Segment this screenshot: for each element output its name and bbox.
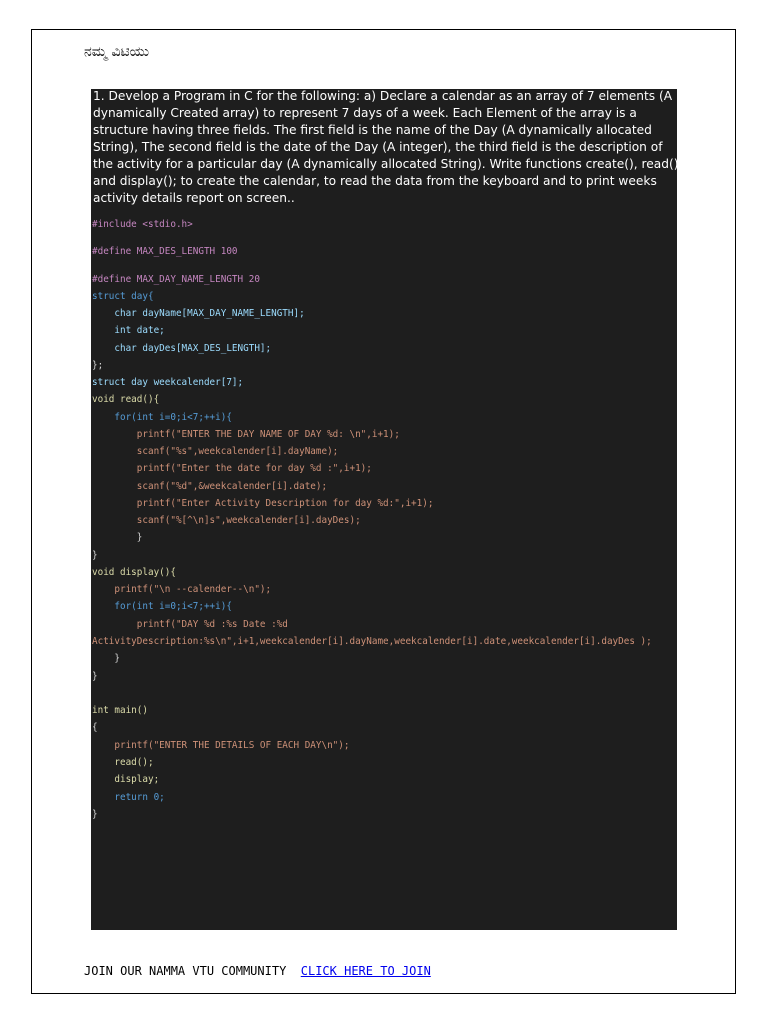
code-line: display; — [92, 774, 160, 785]
code-line: printf("Enter Activity Description for day %d:",i+1); — [92, 498, 434, 509]
code-line: void display(){ — [92, 567, 176, 578]
question-text: 1. Develop a Program in C for the following: a) Declare a calendar as an array of 7 elements (A dynamically Created array) to represent 7 days of a week. Each Element of the array is a structure having three fields. The first field is the name of the Day (A dynamically allocated String), The second field is the date of the Day (A integer), the third field is the description of the activity for a particular day (A dynamically allocated String). Write functions create(), read() and display(); to create the calendar, to read the data from the keyboard and to print weeks activity details report on screen.. — [93, 89, 679, 205]
code-line: #define MAX_DAY_NAME_LENGTH 20 — [92, 274, 260, 285]
code-line: return 0; — [92, 792, 165, 803]
code-line: scanf("%s",weekcalender[i].dayName); — [92, 446, 339, 457]
code-line: printf("Enter the date for day %d :",i+1); — [92, 463, 372, 474]
code-line: #include <stdio.h> — [92, 219, 193, 230]
code-line: } — [92, 809, 98, 820]
join-community-link[interactable]: CLICK HERE TO JOIN — [300, 964, 431, 978]
code-line: scanf("%d",&weekcalender[i].date); — [92, 481, 328, 492]
code-line: } — [92, 532, 143, 543]
code-line: struct day weekcalender[7]; — [92, 377, 244, 388]
code-line: } — [92, 550, 98, 561]
code-line: printf("\n --calender--\n"); — [92, 584, 272, 595]
code-line: void read(){ — [92, 394, 160, 405]
code-line: scanf("%[^\n]s",weekcalender[i].dayDes); — [92, 515, 361, 526]
code-line: int date; — [92, 325, 165, 336]
code-line: printf("ENTER THE DETAILS OF EACH DAY\n"); — [92, 740, 350, 751]
code-line: for(int i=0;i<7;++i){ — [92, 601, 232, 612]
code-line: char dayName[MAX_DAY_NAME_LENGTH]; — [92, 308, 305, 319]
code-line: for(int i=0;i<7;++i){ — [92, 412, 232, 423]
code-line: char dayDes[MAX_DES_LENGTH]; — [92, 343, 272, 354]
code-line: read(); — [92, 757, 154, 768]
code-line: #define MAX_DES_LENGTH 100 — [92, 246, 238, 257]
code-line: ActivityDescription:%s\n",i+1,weekcalender[i].dayName,weekcalender[i].date,weekcalender[i].dayDes ); — [92, 636, 652, 647]
code-line: }; — [92, 360, 104, 371]
code-line: printf("DAY %d :%s Date :%d — [92, 619, 288, 630]
code-line: struct day{ — [92, 291, 154, 302]
page-header-title: ನಮ್ಮ ವಿಟಿಯು — [84, 44, 150, 60]
footer-text: JOIN OUR NAMMA VTU COMMUNITY — [84, 964, 287, 978]
code-line: { — [92, 722, 98, 733]
code-line: } — [92, 671, 98, 682]
code-line: } — [92, 653, 120, 664]
code-line: printf("ENTER THE DAY NAME OF DAY %d: \n",i+1); — [92, 429, 400, 440]
footer — [84, 964, 431, 978]
code-line: int main() — [92, 705, 148, 716]
